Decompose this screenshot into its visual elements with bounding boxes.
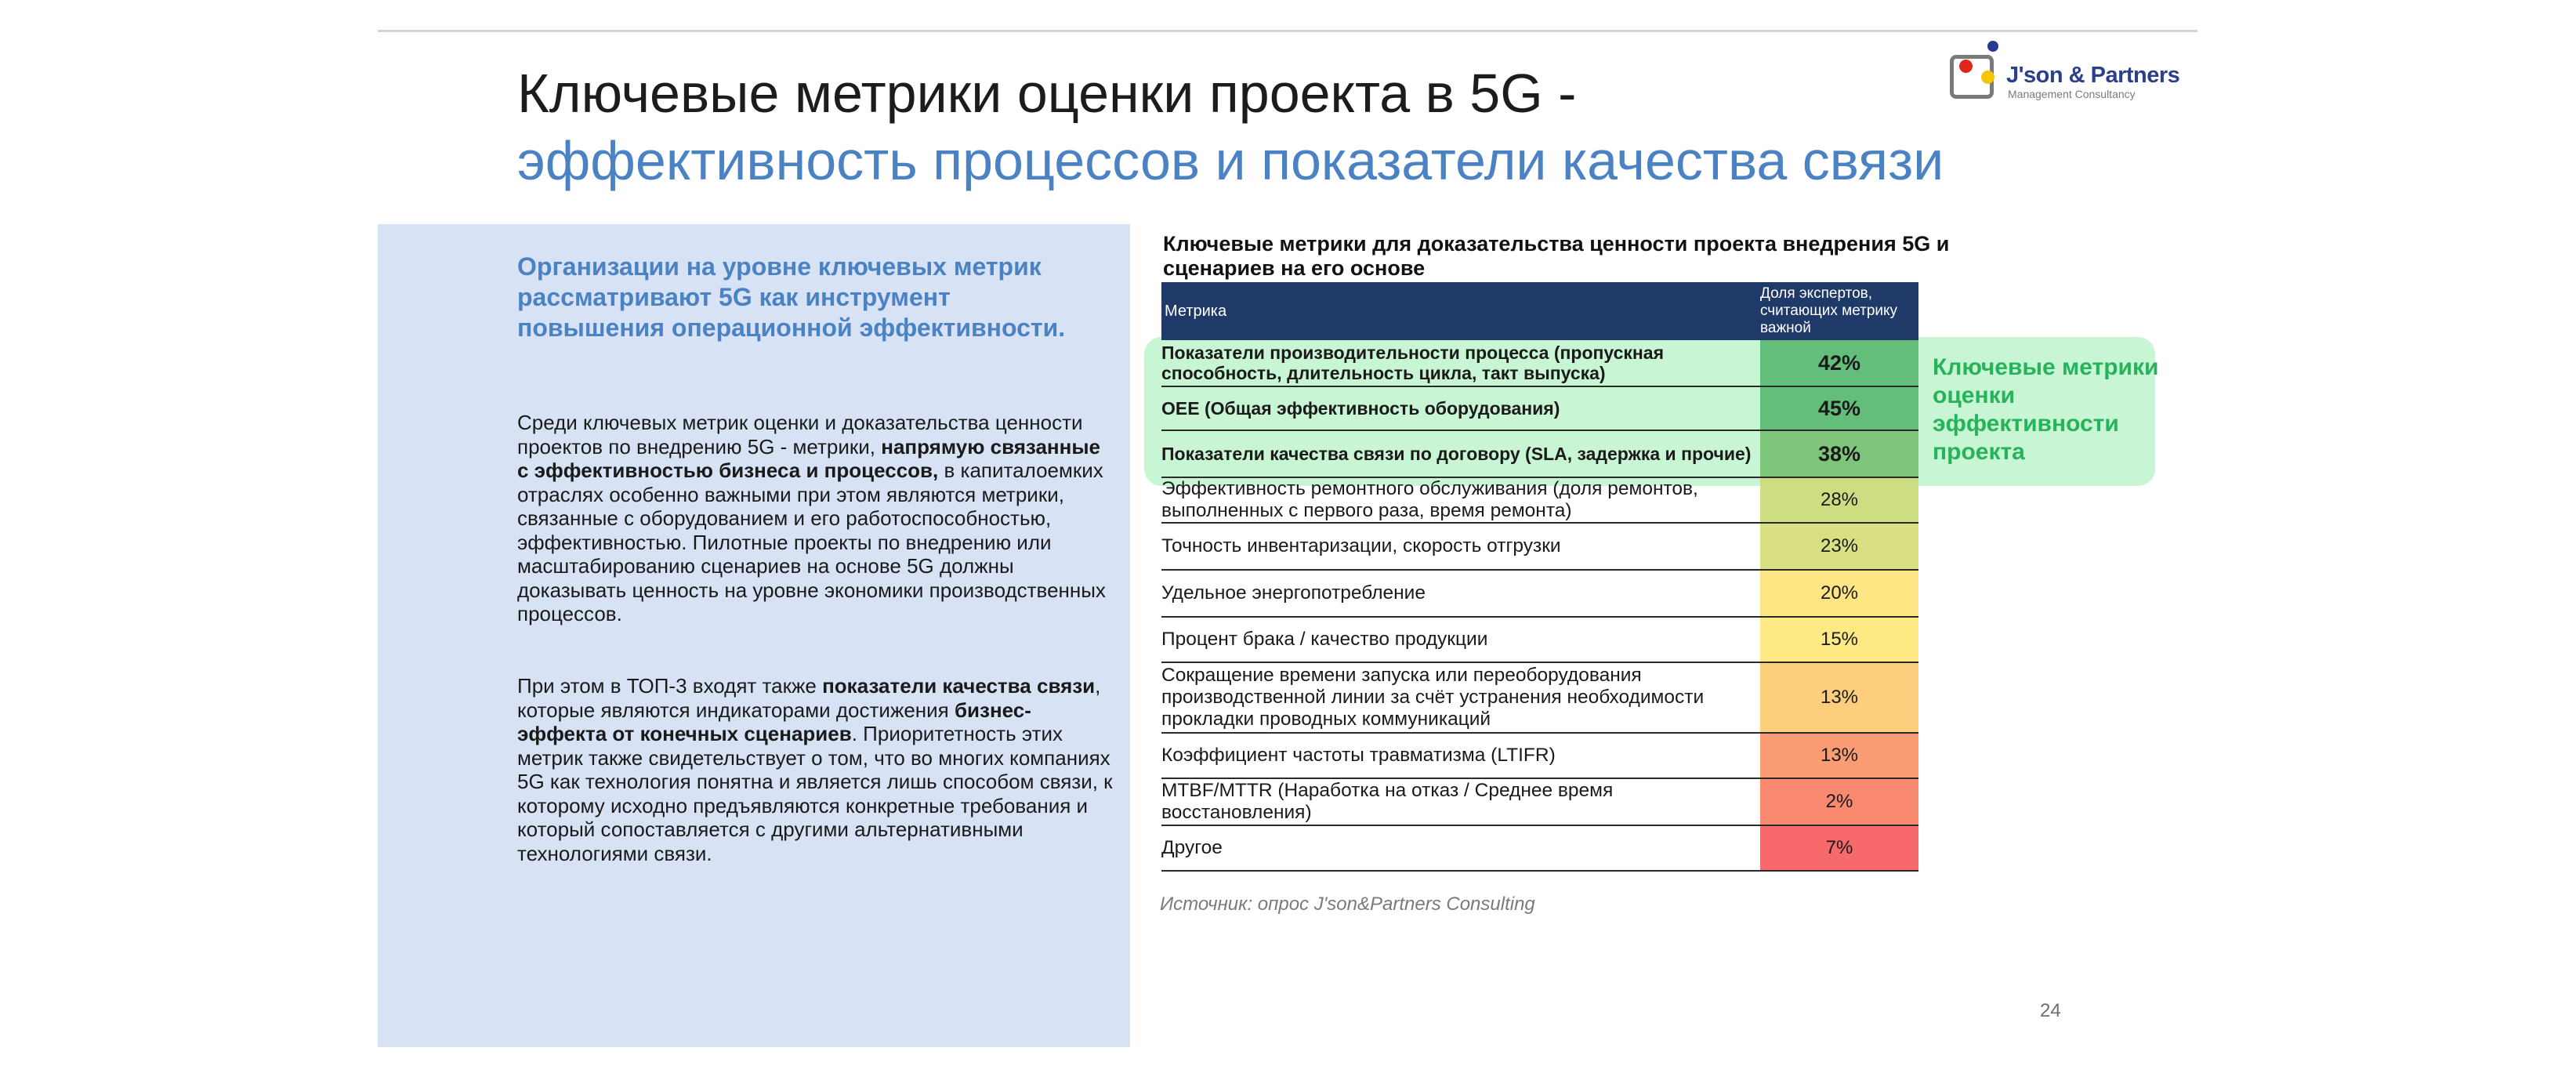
summary-paragraph-1 — [517, 411, 1113, 626]
table-body — [1161, 340, 1918, 872]
title-line-2: эффективность процессов и показатели качества связи — [517, 130, 1944, 191]
logo-yellow-dot-icon — [1981, 71, 1994, 84]
table-row — [1161, 663, 1918, 734]
metric-name: OEE (Общая эффективность оборудования) — [1161, 398, 1560, 419]
metric-share: 13% — [1760, 734, 1918, 778]
metric-name: Коэффициент частоты травматизма (LTIFR) — [1161, 745, 1556, 766]
metric-share: 7% — [1760, 826, 1918, 870]
table-row — [1161, 431, 1918, 478]
header-share: Доля экспертов, считающих метрику важной — [1760, 285, 1898, 336]
metric-name: Показатели производительности процесса (пропускная способность, длительность цикла, такт выпуска) — [1161, 343, 1665, 383]
table-row — [1161, 734, 1918, 779]
table-row — [1161, 387, 1918, 431]
slide-title — [517, 60, 2163, 194]
table-row — [1161, 779, 1918, 826]
metric-name: Процент брака / качество продукции — [1161, 629, 1488, 650]
p1-text-2: в капиталоемких отраслях особенно важными при этом являются метрики, связанные с оборудованием и его работоспособностью, эффективностью. Пилотные проекты по внедрению или масштабированию сценариев на основе 5G должны доказывать ценность на уровне экономики производственных процессов. — [517, 459, 1106, 625]
logo-subtitle: Management Consultancy — [2008, 88, 2136, 100]
metric-share: 2% — [1760, 779, 1918, 825]
page-number: 24 — [2040, 1000, 2061, 1021]
metric-share: 13% — [1760, 663, 1918, 732]
title-line-1: Ключевые метрики оценки проекта в 5G - — [517, 63, 1577, 124]
table-row — [1161, 571, 1918, 618]
company-logo — [1947, 41, 2182, 111]
table-row — [1161, 524, 1918, 571]
metric-share: 42% — [1760, 340, 1918, 386]
metric-share: 20% — [1760, 571, 1918, 616]
header-metric: Метрика — [1165, 303, 1227, 320]
metrics-table — [1161, 282, 1918, 872]
p2-text-1: При этом в ТОП-3 входят также — [517, 674, 823, 698]
metric-name: Точность инвентаризации, скорость отгрузки — [1161, 535, 1561, 556]
metric-name: Сокращение времени запуска или переоборудования производственной линии за счёт устранения необходимости прокладки проводных коммуникаций — [1161, 665, 1705, 730]
table-row — [1161, 618, 1918, 663]
p1-bold-1: напрямую связанные с эффективностью бизнеса и процессов, — [517, 434, 1101, 482]
logo-blue-dot-icon — [1987, 41, 1998, 52]
p2-text-2: , которые являются индикаторами достижения — [517, 674, 1101, 722]
table-row — [1161, 826, 1918, 872]
metric-share: 28% — [1760, 478, 1918, 522]
metric-share: 45% — [1760, 387, 1918, 430]
table-title: Ключевые метрики для доказательства ценности проекта внедрения 5G и сценариев на его основе — [1163, 232, 1950, 280]
top-divider — [378, 30, 2197, 32]
summary-paragraph-2 — [517, 674, 1113, 865]
summary-panel — [378, 224, 1130, 1047]
metric-name: Эффективность ремонтного обслуживания (доля ремонтов, выполненных с первого раза, время ремонта) — [1161, 478, 1698, 521]
summary-heading: Организации на уровне ключевых метрик рассматривают 5G как инструмент повышения операционной эффективности. — [517, 252, 1066, 342]
metric-name: Другое — [1161, 837, 1223, 858]
table-row — [1161, 478, 1918, 524]
metric-name: Удельное энергопотребление — [1161, 582, 1426, 604]
p2-bold-1: показатели качества связи — [822, 674, 1096, 698]
logo-red-dot-icon — [1959, 60, 1973, 73]
metric-name: MTBF/MTTR (Наработка на отказ / Среднее время восстановления) — [1161, 780, 1614, 823]
metric-share: 15% — [1760, 618, 1918, 662]
logo-brand: J'son & Partners — [2006, 63, 2180, 88]
table-row — [1161, 340, 1918, 387]
source-note: Источник: опрос J'son&Partners Consulting — [1160, 894, 1535, 915]
metric-share: 23% — [1760, 524, 1918, 569]
metric-share: 38% — [1760, 431, 1918, 477]
metric-name: Показатели качества связи по договору (SLA, задержка и прочие) — [1161, 444, 1752, 464]
key-metrics-label: Ключевые метрики оценки эффективности проекта — [1933, 354, 2159, 465]
p2-text-3: . Приоритетность этих метрик также свидетельствует о том, что во многих компаниях 5G как технология понятна и является лишь способом связи, к которому исходно предъявляются конкретные требования и который сопоставляется с другими альтернативными технологиями связи. — [517, 722, 1113, 865]
p2-bold-2: бизнес-эффекта от конечных сценариев — [517, 698, 1031, 745]
table-header — [1161, 282, 1918, 340]
p1-text-1: Среди ключевых метрик оценки и доказательства ценности проектов по внедрению 5G - метрики, — [517, 411, 1083, 459]
